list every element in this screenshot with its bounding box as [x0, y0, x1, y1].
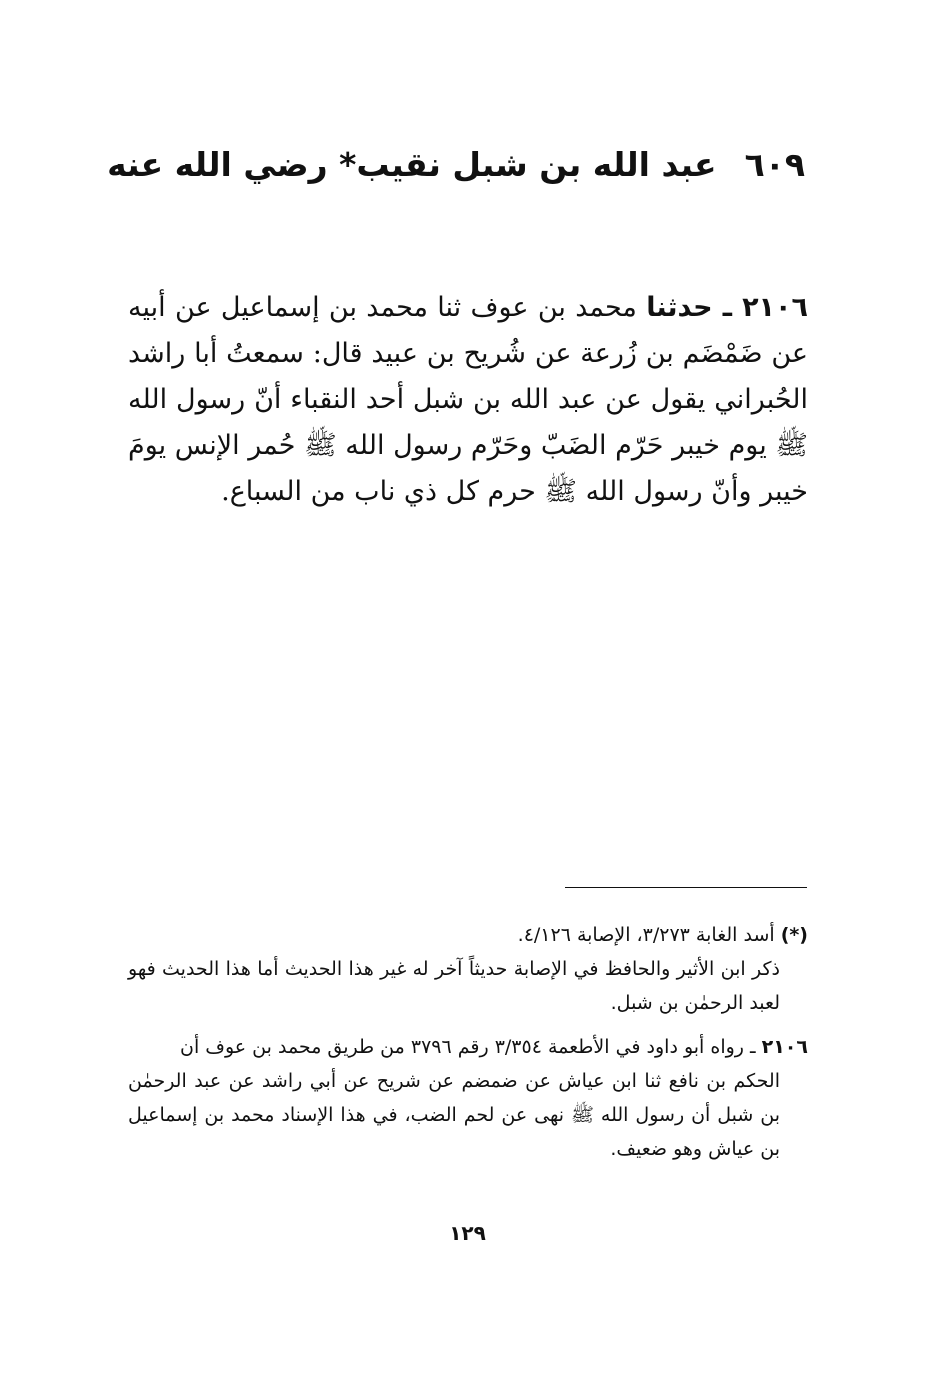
footnote-separator	[565, 887, 807, 888]
footnote-mark: (*)	[780, 924, 808, 946]
hadith-lead: ٢١٠٦ ـ حدثنا	[646, 292, 808, 323]
footnote-text: ـ رواه أبو داود في الأطعمة ٣/٣٥٤ رقم ٣٧٩٦ من طريق محمد بن عوف أن	[180, 1036, 762, 1058]
footnote-mark: ٢١٠٦	[761, 1036, 808, 1058]
footnotes	[128, 918, 808, 1176]
page-number: ١٢٩	[449, 1221, 486, 1245]
footnote-continuation: الحكم بن نافع ثنا ابن عياش عن ضمضم عن شريح عن أبي راشد عن عبد الرحمٰن بن شبل أن رسول الله ﷺ نهى عن لحم الضب، في هذا الإسناد محمد بن إسماعيل بن عياش وهو ضعيف.	[128, 1070, 780, 1160]
footnote-continuation: ذكر ابن الأثير والحافظ في الإصابة حديثاً آخر له غير هذا الحديث أما هذا الحديث فهو لعبد الرحمٰن بن شبل.	[128, 958, 780, 1014]
hadith-text	[128, 285, 808, 515]
hadith-body: محمد بن عوف ثنا محمد بن إسماعيل عن أبيه عن ضَمْضَم بن زُرعة عن شُريح بن عبيد قال: سمعتُ أبا راشد الحُبراني يقول عن عبد الله بن شبل أحد النقباء أنّ رسول الله ﷺ يوم خيبر حَرّم الضَبّ وحَرّم رسول الله ﷺ حُمر الإنس يومَ خيبر وأنّ رسول الله ﷺ حرم كل ذي ناب من السباع.	[128, 292, 808, 507]
footnote-biography	[128, 918, 808, 1020]
section-number: ٦٠٩	[744, 145, 805, 184]
section-heading	[107, 140, 805, 190]
footnote-hadith-2106	[128, 1030, 808, 1166]
section-title: عبد الله بن شبل نقيب* رضي الله عنه	[107, 145, 717, 184]
footnote-text: أسد الغابة ٣/٢٧٣، الإصابة ٤/١٢٦.	[517, 924, 781, 946]
